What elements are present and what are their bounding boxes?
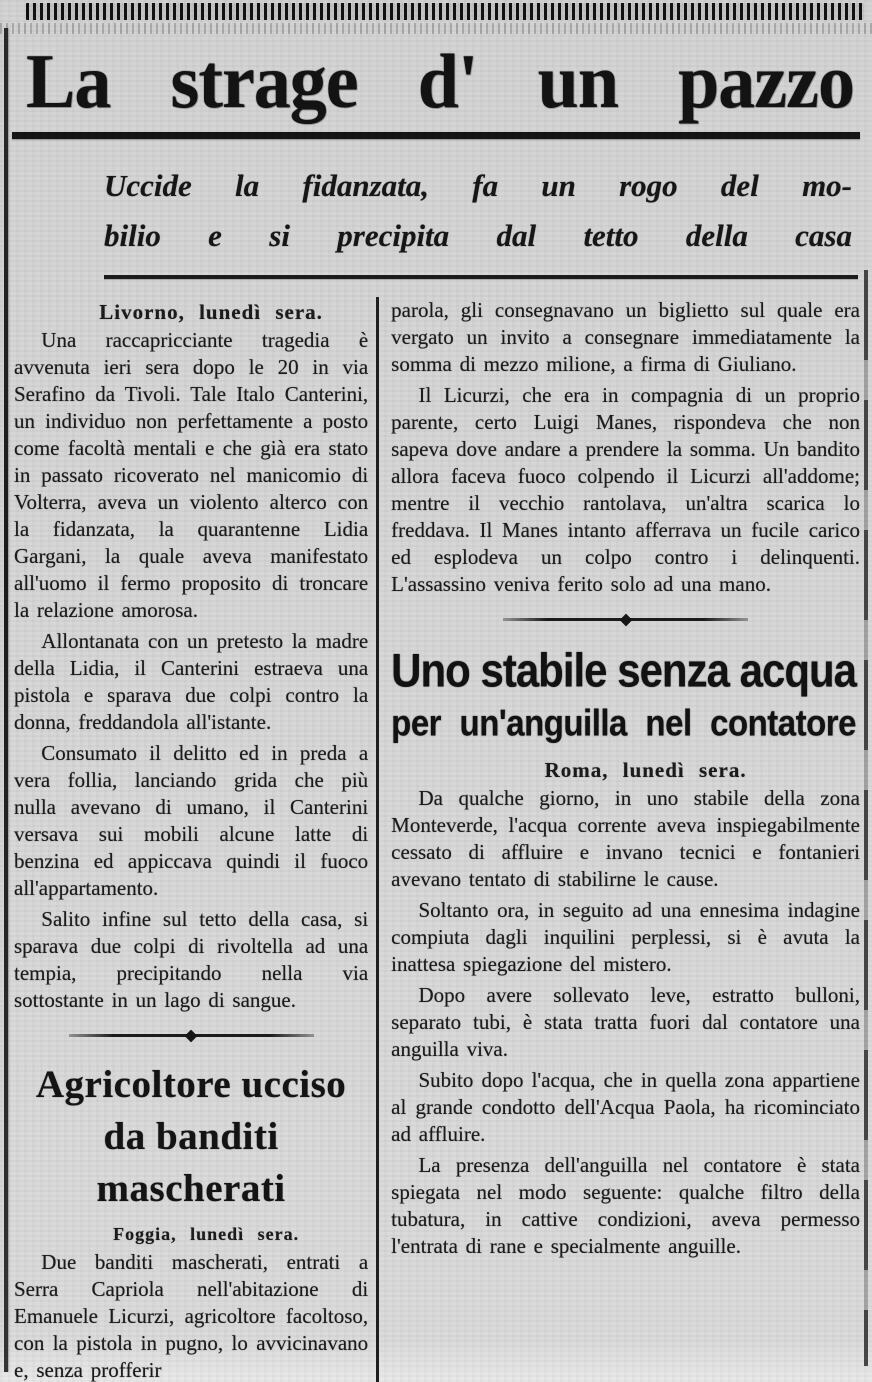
top-hatch-border-light [0,23,872,34]
article-paragraph: Consumato il delitto ed in preda a vera follia, lanciando grida che più nulla avevano di umano, il Canterini versava sui mobili alcune latte di benzina ed appiccava quindi il fuoco all'appartamento. [14,741,369,900]
lead-subhead [104,161,852,261]
article-paragraph: Una raccapricciante tragedia è avvenuta ieri sera dopo le 20 in via Serafino da Tivoli. Tale Italo Canterini, un individuo non perfettamente a posto come facoltà mentali e che già era stato in passato ricoverato nel manicomio di Volterra, aveva un violento alterco con la fidanzata, la quarantenne Lidia Gargani, la quale aveva manifestato all'uomo il fermo proposito di troncare la relazione amorosa. [14,328,369,622]
headline-line: Uno stabile senza acqua [391,644,856,697]
article-paragraph: Due banditi mascherati, entrati a Serra Capriola nell'abitazione di Emanuele Licurzi, agricoltore facoltoso, con la pistola in pugno, lo avvicinavano e, senza profferir [14,1250,369,1382]
right-column [376,297,862,1382]
subhead-line: Uccide la fidanzata, fa un rogo del mo- [104,168,852,203]
article-paragraph: Salito infine sul tetto della casa, si sparava due colpi di rivoltella ad una tempia, precipitando nella via sottostante in un lago di sangue. [14,907,369,1012]
left-column-rule [4,28,8,1372]
article-paragraph: Da qualche giorno, in uno stabile della zona Monteverde, l'acqua corrente aveva inspiegabilmente cessato di affluire e invano tecnici e fontanieri avevano tentato di stabilirne le cause. [391,786,860,891]
article-paragraph: Soltanto ora, in seguito ad una ennesima indagine compiuta dagli inquilini perplessi, si è avuta la inattesa spiegazione del mistero. [391,898,860,976]
second-article-headline [14,1059,368,1215]
headline-line: per un'anguilla nel contatore [391,701,856,744]
section-divider [69,1034,314,1037]
dateline-foggia: Foggia, lunedì sera. [113,1224,300,1244]
article-paragraph: Subito dopo l'acqua, che in quella zona appartiene al grande condotto dell'Acqua Paola, ha ricominciato ad affluire. [391,1068,860,1146]
article-paragraph: Dopo avere sollevato leve, estratto bulloni, separato tubi, è stata tratta fuori dal contatore una anguilla viva. [391,983,860,1061]
lead-headline: La strage d' un pazzo [26,39,854,125]
third-article-headline [391,643,856,747]
dateline-roma: Roma, lunedì sera. [544,758,747,782]
right-edge-rule [864,270,868,1366]
article-paragraph: Allontanata con un pretesto la madre della Lidia, il Canterini estraeva una pistola e sparava due colpi contro la donna, freddandola all'istante. [14,629,369,734]
headline-line: da banditi mascherati [96,1115,286,1210]
headline-line: Agricoltore ucciso [35,1063,347,1106]
article-columns [12,297,862,1382]
article-paragraph: parola, gli consegnavano un biglietto sul quale era vergato un invito a consegnare immediatamente la somma di mezzo milione, a firma di Giuliano. [391,298,860,376]
subhead-rule [104,275,858,279]
divider-diamond-icon [185,1029,198,1042]
divider-diamond-icon [619,613,632,626]
left-column [12,297,376,1382]
article-paragraph: Il Licurzi, che era in compagnia di un proprio parente, certo Luigi Manes, rispondeva che non sapeva dove andare a prendere la somma. Un bandito allora faceva fuoco colpendo il Licurzi all'addome; mentre il vecchio rantolava, un'altra scarica lo freddava. Il Manes intanto afferrava un fucile carico ed esplodeva un colpo contro i delinquenti. L'assassino veniva ferito solo ad una mano. [391,383,860,596]
dateline-livorno: Livorno, lunedì sera. [99,300,323,324]
article-paragraph: La presenza dell'anguilla nel contatore è stata spiegata nel modo seguente: qualche filtro della tubatura, in cattive condizioni, aveva permesso l'entrata di rane e specialmente anguille. [391,1153,860,1258]
clipping-content [12,36,862,1382]
headline-rule [12,132,860,139]
top-hatch-border [26,3,864,20]
subhead-line: bilio e si precipita dal tetto della casa [104,218,852,253]
section-divider [503,618,748,621]
